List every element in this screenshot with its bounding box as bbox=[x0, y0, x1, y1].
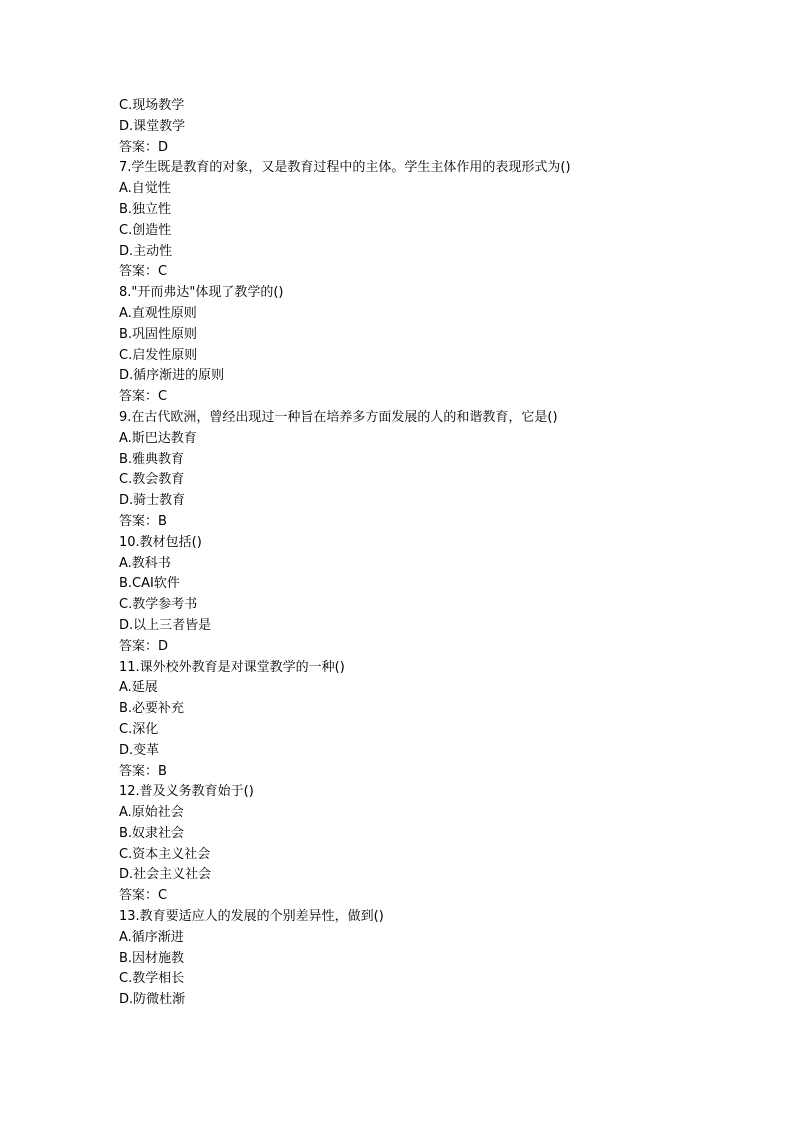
option-d: D.以上三者皆是 bbox=[119, 617, 212, 633]
option-c: C.现场教学 bbox=[119, 98, 185, 113]
answer: 答案：C bbox=[119, 389, 168, 405]
option-c: C.教会教育 bbox=[119, 472, 185, 488]
option-a: A.教科书 bbox=[119, 555, 171, 571]
document-page bbox=[119, 96, 759, 1011]
option-b: B.巩固性原则 bbox=[119, 326, 198, 342]
question-9: 9.在古代欧洲，曾经出现过一种旨在培养多方面发展的人的和谐教育，它是() bbox=[119, 409, 558, 425]
answer: 答案：B bbox=[119, 513, 167, 529]
answer: 答案：D bbox=[119, 638, 169, 654]
question-10: 10.教材包括() bbox=[119, 534, 202, 550]
option-c: C.资本主义社会 bbox=[119, 846, 211, 862]
question-12: 12.普及义务教育始于() bbox=[119, 784, 254, 800]
question-11: 11.课外校外教育是对课堂教学的一种() bbox=[119, 659, 345, 675]
option-d: D.变革 bbox=[119, 742, 160, 758]
answer: 答案：C bbox=[119, 264, 168, 280]
option-c: C.深化 bbox=[119, 721, 159, 737]
option-b: B.必要补充 bbox=[119, 701, 185, 717]
option-d: D.主动性 bbox=[119, 243, 173, 259]
option-c: C.创造性 bbox=[119, 222, 172, 238]
option-a: A.延展 bbox=[119, 680, 158, 696]
option-d: D.社会主义社会 bbox=[119, 867, 212, 883]
answer: 答案：B bbox=[119, 763, 167, 779]
option-a: A.直观性原则 bbox=[119, 305, 197, 321]
option-a: A.原始社会 bbox=[119, 805, 184, 821]
option-b: B.雅典教育 bbox=[119, 451, 185, 467]
option-c: C.教学相长 bbox=[119, 971, 185, 987]
option-a: A.自觉性 bbox=[119, 181, 171, 197]
question-8: 8."开而弗达"体现了教学的() bbox=[119, 285, 284, 301]
answer: 答案：C bbox=[119, 888, 168, 904]
question-7: 7.学生既是教育的对象，又是教育过程中的主体。学生主体作用的表现形式为() bbox=[119, 160, 571, 176]
option-a: A.斯巴达教育 bbox=[119, 430, 197, 446]
option-d: D.课堂教学 bbox=[119, 118, 186, 134]
option-d: D.防微杜渐 bbox=[119, 992, 186, 1008]
option-d: D.骑士教育 bbox=[119, 493, 186, 509]
option-c: C.教学参考书 bbox=[119, 597, 198, 613]
question-13: 13.教育要适应人的发展的个别差异性，做到() bbox=[119, 909, 384, 925]
option-a: A.循序渐进 bbox=[119, 929, 184, 945]
option-b: B.CAI软件 bbox=[119, 576, 180, 592]
option-b: B.奴隶社会 bbox=[119, 825, 185, 841]
answer: 答案：D bbox=[119, 139, 169, 155]
option-b: B.独立性 bbox=[119, 201, 172, 217]
option-c: C.启发性原则 bbox=[119, 347, 198, 363]
option-d: D.循序渐进的原则 bbox=[119, 368, 225, 384]
option-b: B.因材施教 bbox=[119, 950, 185, 966]
